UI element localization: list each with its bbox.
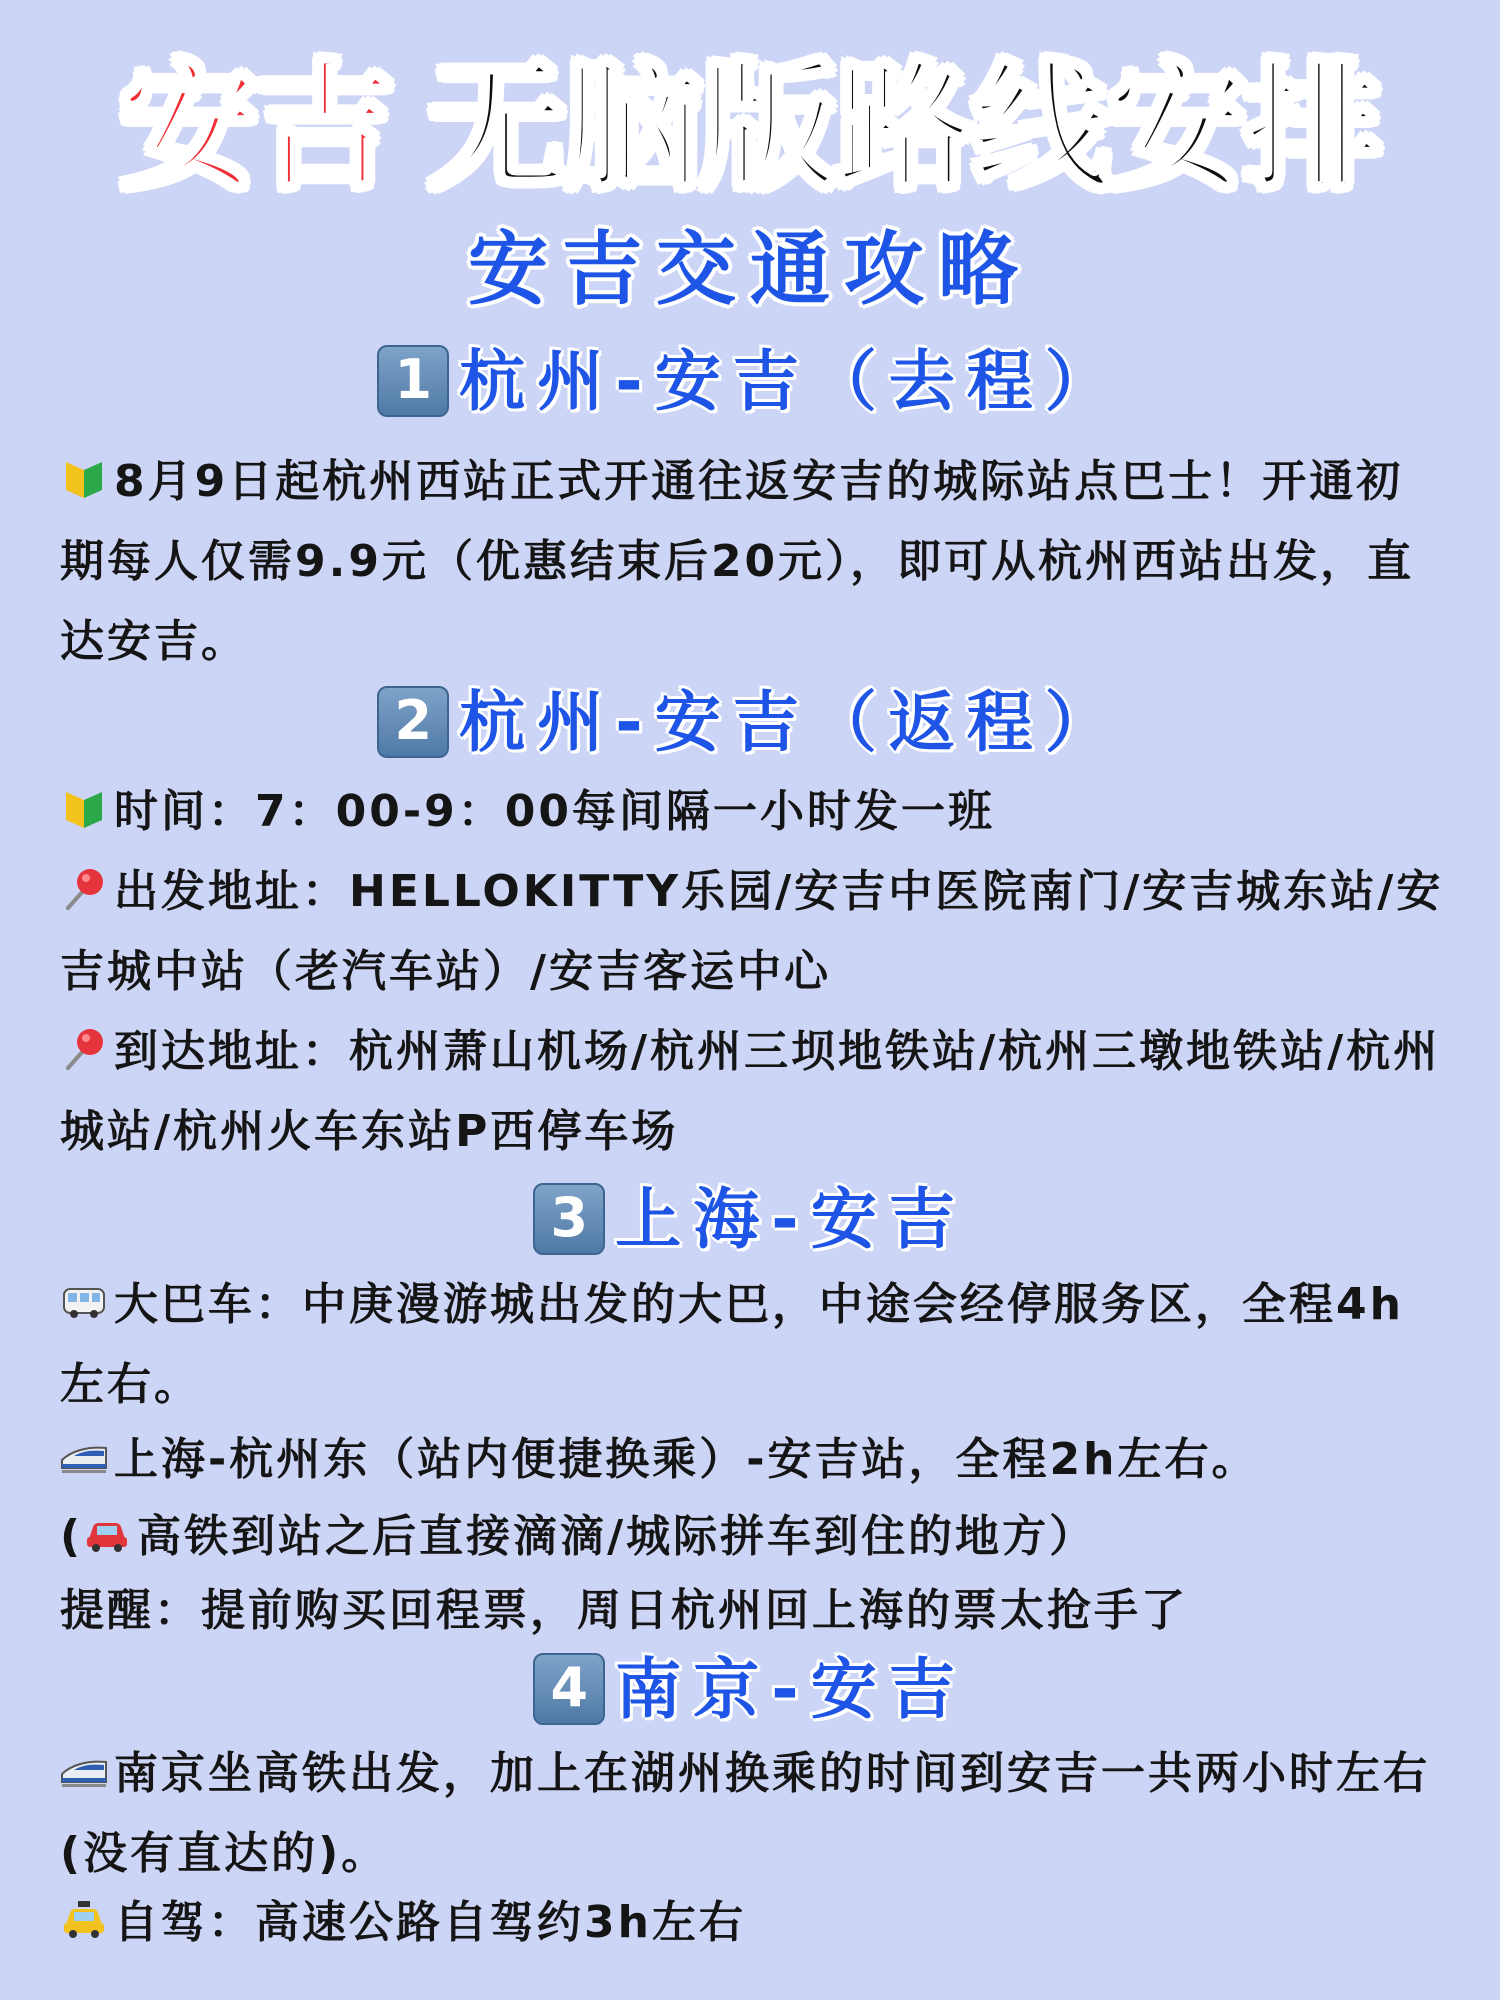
number-1-badge: 1: [377, 345, 449, 417]
title-main: 无脑版路线安排: [428, 47, 1381, 208]
high-speed-train-icon: [60, 1432, 108, 1480]
high-speed-train-icon: [60, 1746, 108, 1794]
section-3-line-2: [60, 1420, 1450, 1500]
section-2-line-2: [60, 852, 1450, 1012]
section-3-line-4-text: 提醒：提前购买回程票，周日杭州回上海的票太抢手了: [60, 1585, 1188, 1636]
section-2-line-1-text: 时间：7：00-9：00每间隔一小时发一班: [114, 786, 995, 837]
pushpin-icon: [60, 1024, 108, 1072]
section-4-line-2-text: 自驾：高速公路自驾约3h左右: [114, 1897, 746, 1948]
section-3-line-3-prefix: (: [60, 1511, 84, 1562]
section-1-heading: [0, 342, 1500, 422]
number-3-badge: 3: [533, 1183, 605, 1255]
section-3-line-1: [60, 1265, 1450, 1425]
section-2-line-2-text: 出发地址：HELLOKITTY乐园/安吉中医院南门/安吉城东站/安吉城中站（老汽车站）/安吉客运中心: [60, 866, 1444, 997]
section-4-line-1: [60, 1734, 1450, 1894]
section-2-line-3: [60, 1012, 1450, 1172]
car-icon: [83, 1509, 131, 1557]
beginner-badge-icon: [60, 784, 108, 832]
section-4-heading-text: 南京-安吉: [615, 1651, 967, 1728]
section-3-line-2-text: 上海-杭州东（站内便捷换乘）-安吉站，全程2h左右。: [114, 1434, 1259, 1485]
section-2-heading-text: 杭州-安吉（返程）: [459, 684, 1123, 761]
section-3-heading: [0, 1180, 1500, 1260]
number-4-badge: 4: [533, 1653, 605, 1725]
number-2-badge: 2: [377, 686, 449, 758]
section-4-line-1-text: 南京坐高铁出发，加上在湖州换乘的时间到安吉一共两小时左右(没有直达的)。: [60, 1748, 1430, 1879]
beginner-badge-icon: [60, 454, 108, 502]
section-3-heading-text: 上海-安吉: [615, 1181, 967, 1258]
section-3-line-3: [60, 1497, 1450, 1577]
title-highlight: 安吉: [119, 47, 392, 208]
section-3-line-4: [60, 1571, 1450, 1651]
section-4-line-2: [60, 1883, 1450, 1963]
section-1-line-1-text: 8月9日起杭州西站正式开通往返安吉的城际站点巴士！开通初期每人仅需9.9元（优惠结束后20元），即可从杭州西站出发，直达安吉。: [60, 456, 1415, 667]
section-2-line-3-text: 到达地址：杭州萧山机场/杭州三坝地铁站/杭州三墩地铁站/杭州城站/杭州火车东站P西停车场: [60, 1026, 1441, 1157]
section-2-heading: [0, 683, 1500, 763]
section-2-line-1: [60, 772, 1450, 852]
section-3-line-3-text: 高铁到站之后直接滴滴/城际拼车到住的地方）: [137, 1511, 1097, 1562]
section-1-heading-text: 杭州-安吉（去程）: [459, 343, 1123, 420]
taxi-icon: [60, 1895, 108, 1943]
page-title: [0, 48, 1500, 208]
bus-icon: [60, 1277, 108, 1325]
page-subtitle: 安吉交通攻略: [468, 223, 1032, 316]
section-1-line-1: [60, 442, 1450, 682]
section-3-line-1-text: 大巴车：中庚漫游城出发的大巴，中途会经停服务区，全程4h左右。: [60, 1279, 1404, 1410]
section-4-heading: [0, 1650, 1500, 1730]
pushpin-icon: [60, 864, 108, 912]
